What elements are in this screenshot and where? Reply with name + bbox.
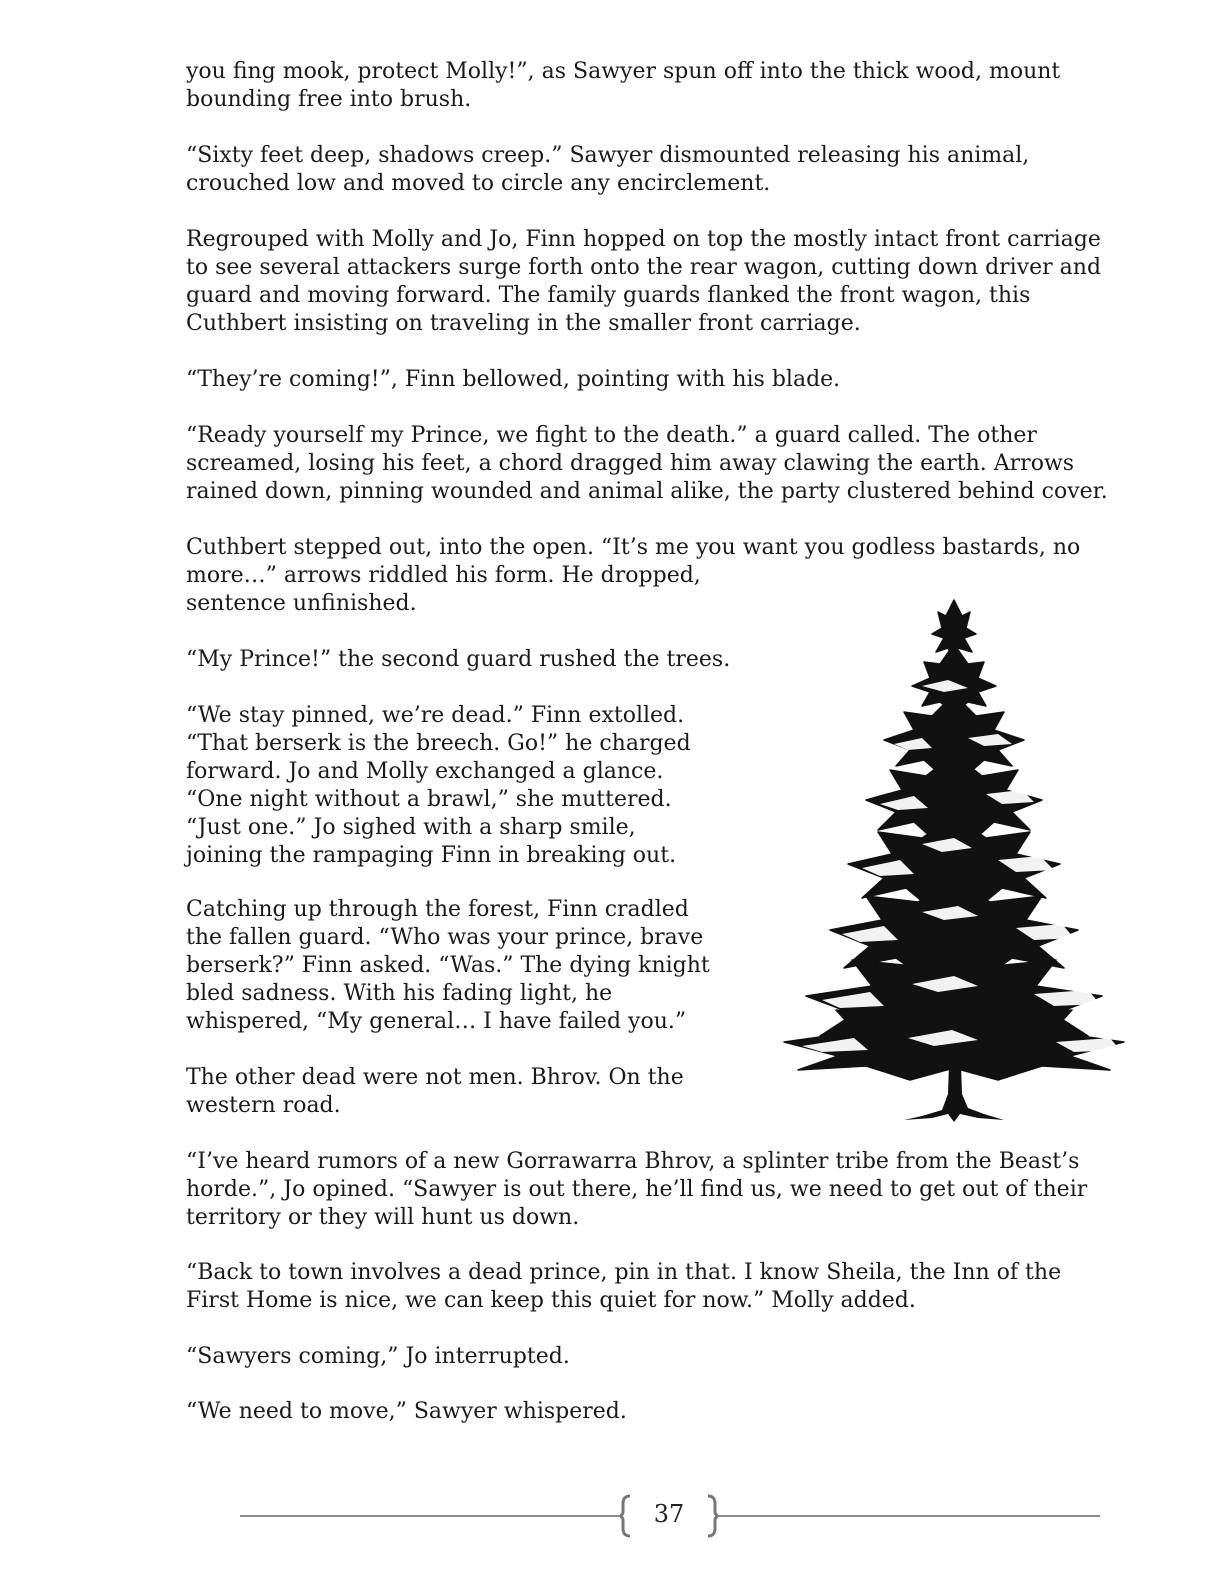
text-line: “Sawyers coming,” Jo interrupted. bbox=[186, 1344, 570, 1369]
text-line: The other dead were not men. Bhrov. On the bbox=[186, 1065, 684, 1090]
paragraph bbox=[186, 226, 1101, 338]
footer-rule-right bbox=[718, 1515, 1100, 1517]
text-line: “They’re coming!”, Finn bellowed, pointing with his blade. bbox=[186, 367, 841, 392]
text-line: Catching up through the forest, Finn cradled bbox=[186, 897, 689, 922]
text-line: “Ready yourself my Prince, we fight to the death.” a guard called. The other bbox=[186, 423, 1037, 448]
text-line: western road. bbox=[186, 1093, 341, 1118]
text-line: “One night without a brawl,” she muttered. bbox=[186, 787, 672, 812]
text-line: bled sadness. With his fading light, he bbox=[186, 981, 613, 1006]
text-line: sentence unfinished. bbox=[186, 591, 417, 616]
text-line: “We stay pinned, we’re dead.” Finn extolled. bbox=[186, 703, 685, 728]
text-line: berserk?” Finn asked. “Was.” The dying knight bbox=[186, 953, 710, 978]
page-number-badge bbox=[620, 1494, 718, 1538]
paragraph bbox=[186, 1343, 570, 1371]
paragraph bbox=[186, 142, 1029, 198]
text-line: to see several attackers surge forth onto the rear wagon, cutting down driver and bbox=[186, 255, 1102, 280]
text-line: “Just one.” Jo sighed with a sharp smile, bbox=[186, 815, 636, 840]
paragraph bbox=[186, 1148, 1087, 1232]
text-line: First Home is nice, we can keep this quiet for now.” Molly added. bbox=[186, 1288, 916, 1313]
text-line: “We need to move,” Sawyer whispered. bbox=[186, 1399, 627, 1424]
footer-rule-left bbox=[240, 1515, 620, 1517]
text-line: Cuthbert stepped out, into the open. “It’s me you want you godless bastards, no bbox=[186, 535, 1081, 560]
text-line: screamed, losing his feet, a chord dragged him away clawing the earth. Arrows bbox=[186, 451, 1075, 476]
text-line: “My Prince!” the second guard rushed the trees. bbox=[186, 647, 731, 672]
paragraph bbox=[186, 1064, 684, 1120]
text-line: “Sixty feet deep, shadows creep.” Sawyer dismounted releasing his animal, bbox=[186, 143, 1030, 168]
text-line: crouched low and moved to circle any encirclement. bbox=[186, 171, 771, 196]
text-line: bounding free into brush. bbox=[186, 87, 472, 112]
text-line: Regrouped with Molly and Jo, Finn hopped on top the mostly intact front carriage bbox=[186, 227, 1101, 252]
paragraph bbox=[186, 422, 1108, 506]
paragraph bbox=[186, 1259, 1061, 1315]
paragraph bbox=[186, 702, 691, 870]
text-line: the fallen guard. “Who was your prince, brave bbox=[186, 925, 704, 950]
text-line: whispered, “My general… I have failed you.” bbox=[186, 1009, 687, 1034]
paragraph bbox=[186, 1398, 627, 1426]
paragraph bbox=[186, 646, 730, 674]
paragraph bbox=[186, 896, 710, 1036]
pine-tree-icon bbox=[772, 594, 1136, 1134]
text-line: horde.”, Jo opined. “Sawyer is out there, he’ll find us, we need to get out of their bbox=[186, 1177, 1088, 1202]
text-line: territory or they will hunt us down. bbox=[186, 1205, 580, 1230]
page-number: 37 bbox=[653, 1500, 685, 1528]
text-line: “Back to town involves a dead prince, pin in that. I know Sheila, the Inn of the bbox=[186, 1260, 1062, 1285]
text-line: rained down, pinning wounded and animal alike, the party clustered behind cover. bbox=[186, 479, 1108, 504]
text-line: guard and moving forward. The family guards flanked the front wagon, this bbox=[186, 283, 1031, 308]
text-line: “That berserk is the breech. Go!” he charged bbox=[186, 731, 691, 756]
text-line: you fing mook, protect Molly!”, as Sawyer spun off into the thick wood, mount bbox=[186, 59, 1061, 84]
paragraph bbox=[186, 58, 1060, 114]
text-line: joining the rampaging Finn in breaking out. bbox=[186, 843, 677, 868]
paragraph bbox=[186, 366, 840, 394]
text-line: Cuthbert insisting on traveling in the smaller front carriage. bbox=[186, 311, 861, 336]
text-line: “I’ve heard rumors of a new Gorrawarra Bhrov, a splinter tribe from the Beast’s bbox=[186, 1149, 1080, 1174]
text-line: forward. Jo and Molly exchanged a glance. bbox=[186, 759, 664, 784]
text-line: more…” arrows riddled his form. He dropped, bbox=[186, 563, 701, 588]
